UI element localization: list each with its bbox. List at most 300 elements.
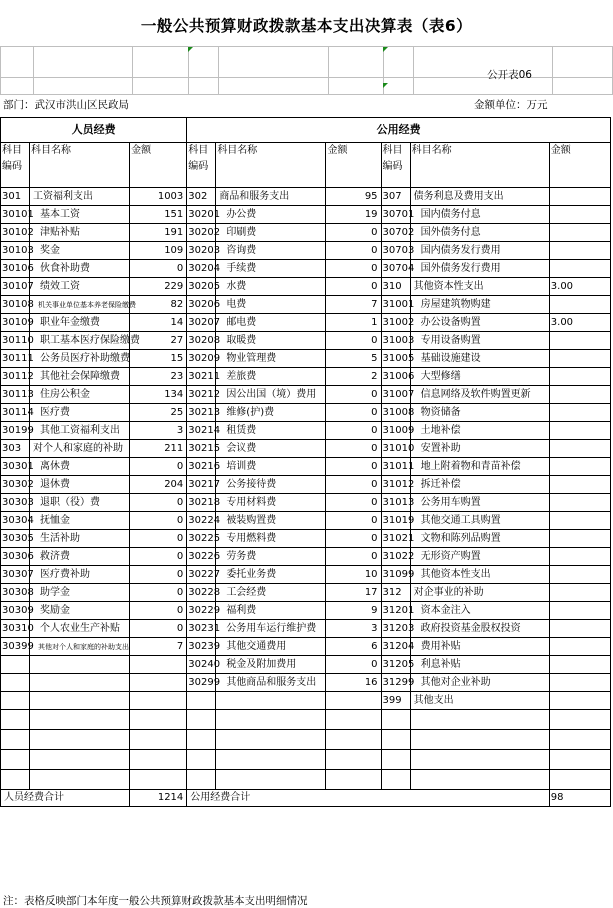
code-cell: 30240 — [187, 656, 216, 674]
name-cell: 其他对个人和家庭的补助支出 — [30, 638, 130, 656]
name-cell: 文物和陈列品购置 — [410, 530, 549, 548]
table-row — [1, 206, 611, 224]
amount-cell — [549, 368, 610, 386]
name-cell: 专用设备购置 — [410, 332, 549, 350]
table-row — [1, 296, 611, 314]
name-cell: 租赁费 — [216, 422, 326, 440]
code-cell: 31002 — [381, 314, 410, 332]
code-cell: 30225 — [187, 530, 216, 548]
amount-cell: 0 — [326, 224, 381, 242]
page-title: 一般公共预算财政拨款基本支出决算表（表6） — [140, 17, 473, 35]
name-cell: 无形资产购置 — [410, 548, 549, 566]
amount-cell: 204 — [130, 476, 187, 494]
code-cell: 30228 — [187, 584, 216, 602]
amount-cell — [549, 548, 610, 566]
table-row — [1, 458, 611, 476]
amount-cell: 0 — [130, 494, 187, 512]
name-cell: 因公出国（境）费用 — [216, 386, 326, 404]
name-cell: 信息网络及软件购置更新 — [410, 386, 549, 404]
code-cell: 30113 — [1, 386, 30, 404]
header-name: 科目名称 — [30, 143, 130, 188]
code-cell: 30205 — [187, 278, 216, 296]
name-cell: 资本金注入 — [410, 602, 549, 620]
table-row — [1, 242, 611, 260]
code-cell: 30107 — [1, 278, 30, 296]
amount-cell: 0 — [130, 566, 187, 584]
name-cell: 电费 — [216, 296, 326, 314]
amount-cell — [549, 656, 610, 674]
code-cell: 30301 — [1, 458, 30, 476]
code-cell: 30202 — [187, 224, 216, 242]
code-cell: 30212 — [187, 386, 216, 404]
amount-cell: 82 — [130, 296, 187, 314]
name-cell: 基础设施建设 — [410, 350, 549, 368]
code-cell — [1, 656, 30, 674]
table-row — [1, 224, 611, 242]
name-cell: 劳务费 — [216, 548, 326, 566]
name-cell: 福利费 — [216, 602, 326, 620]
amount-cell — [549, 242, 610, 260]
name-cell — [30, 674, 130, 692]
amount-cell: 0 — [130, 260, 187, 278]
code-cell: 30109 — [1, 314, 30, 332]
amount-cell — [549, 422, 610, 440]
amount-cell: 0 — [326, 458, 381, 476]
name-cell: 被装购置费 — [216, 512, 326, 530]
header-amount: 金额 — [549, 143, 610, 188]
amount-cell — [130, 656, 187, 674]
amount-cell: 0 — [326, 548, 381, 566]
name-cell: 国内债务付息 — [410, 206, 549, 224]
amount-cell: 0 — [326, 332, 381, 350]
code-cell: 30231 — [187, 620, 216, 638]
name-cell: 会议费 — [216, 440, 326, 458]
code-cell: 307 — [381, 188, 410, 206]
code-cell: 30226 — [187, 548, 216, 566]
amount-cell: 23 — [130, 368, 187, 386]
amount-cell — [549, 224, 610, 242]
table-row — [1, 188, 611, 206]
code-cell — [1, 692, 30, 710]
code-cell: 30204 — [187, 260, 216, 278]
expenditure-table — [0, 117, 611, 807]
name-cell: 水费 — [216, 278, 326, 296]
code-cell: 31012 — [381, 476, 410, 494]
amount-cell: 1003 — [130, 188, 187, 206]
name-cell: 伙食补助费 — [30, 260, 130, 278]
amount-cell: 191 — [130, 224, 187, 242]
name-cell: 政府投资基金股权投资 — [410, 620, 549, 638]
code-cell: 303 — [1, 440, 30, 458]
code-cell: 30218 — [187, 494, 216, 512]
amount-cell: 109 — [130, 242, 187, 260]
code-cell: 30310 — [1, 620, 30, 638]
header-amount: 金额 — [130, 143, 187, 188]
name-cell: 维修(护)费 — [216, 404, 326, 422]
amount-cell — [549, 620, 610, 638]
blank-row — [1, 770, 611, 790]
code-cell: 31204 — [381, 638, 410, 656]
name-cell: 印刷费 — [216, 224, 326, 242]
name-cell: 债务利息及费用支出 — [410, 188, 549, 206]
code-cell: 30239 — [187, 638, 216, 656]
table-row — [1, 260, 611, 278]
name-cell: 商品和服务支出 — [216, 188, 326, 206]
amount-cell: 0 — [130, 620, 187, 638]
code-cell: 30305 — [1, 530, 30, 548]
name-cell: 拆迁补偿 — [410, 476, 549, 494]
name-cell: 办公费 — [216, 206, 326, 224]
code-cell: 30114 — [1, 404, 30, 422]
blank-row — [1, 710, 611, 730]
name-cell: 其他支出 — [410, 692, 549, 710]
amount-cell — [549, 692, 610, 710]
name-cell: 其他资本性支出 — [410, 566, 549, 584]
code-cell: 30206 — [187, 296, 216, 314]
name-cell: 医疗费 — [30, 404, 130, 422]
amount-cell: 3.00 — [549, 314, 610, 332]
code-cell: 31006 — [381, 368, 410, 386]
amount-cell — [549, 332, 610, 350]
code-cell: 301 — [1, 188, 30, 206]
code-cell: 30224 — [187, 512, 216, 530]
amount-cell — [549, 512, 610, 530]
amount-cell: 27 — [130, 332, 187, 350]
amount-cell: 151 — [130, 206, 187, 224]
amount-cell: 0 — [130, 584, 187, 602]
name-cell: 公务员医疗补助缴费 — [30, 350, 130, 368]
name-cell: 抚恤金 — [30, 512, 130, 530]
code-cell: 30209 — [187, 350, 216, 368]
code-cell: 30216 — [187, 458, 216, 476]
code-cell: 30704 — [381, 260, 410, 278]
amount-cell — [549, 206, 610, 224]
amount-cell — [549, 350, 610, 368]
table-row — [1, 476, 611, 494]
code-cell: 30103 — [1, 242, 30, 260]
header-name: 科目名称 — [410, 143, 549, 188]
name-cell: 公务用车运行维护费 — [216, 620, 326, 638]
code-cell: 31013 — [381, 494, 410, 512]
amount-cell: 0 — [326, 242, 381, 260]
name-cell: 手续费 — [216, 260, 326, 278]
name-cell: 医疗费补助 — [30, 566, 130, 584]
code-cell: 30101 — [1, 206, 30, 224]
code-cell: 30108 — [1, 296, 30, 314]
name-cell: 办公设备购置 — [410, 314, 549, 332]
name-cell: 奖励金 — [30, 602, 130, 620]
header-name: 科目名称 — [216, 143, 326, 188]
code-cell — [1, 674, 30, 692]
code-cell: 399 — [381, 692, 410, 710]
name-cell: 对企事业的补助 — [410, 584, 549, 602]
blank-row — [1, 730, 611, 750]
name-cell: 专用材料费 — [216, 494, 326, 512]
name-cell: 安置补助 — [410, 440, 549, 458]
name-cell: 对个人和家庭的补助 — [30, 440, 130, 458]
code-cell: 30102 — [1, 224, 30, 242]
amount-cell: 95 — [326, 188, 381, 206]
code-cell: 30701 — [381, 206, 410, 224]
amount-cell: 0 — [326, 512, 381, 530]
code-cell: 30308 — [1, 584, 30, 602]
code-cell: 30306 — [1, 548, 30, 566]
amount-cell — [549, 440, 610, 458]
code-cell: 30112 — [1, 368, 30, 386]
name-cell: 离休费 — [30, 458, 130, 476]
name-cell: 生活补助 — [30, 530, 130, 548]
name-cell — [30, 692, 130, 710]
name-cell: 利息补贴 — [410, 656, 549, 674]
header-code: 科目编码 — [381, 143, 410, 188]
amount-cell: 0 — [326, 440, 381, 458]
amount-cell: 7 — [326, 296, 381, 314]
amount-cell: 25 — [130, 404, 187, 422]
amount-cell — [326, 692, 381, 710]
name-cell: 基本工资 — [30, 206, 130, 224]
code-cell: 30207 — [187, 314, 216, 332]
table-row — [1, 692, 611, 710]
name-cell: 委托业务费 — [216, 566, 326, 584]
amount-cell: 1 — [326, 314, 381, 332]
name-cell: 奖金 — [30, 242, 130, 260]
code-cell: 31010 — [381, 440, 410, 458]
amount-cell: 0 — [326, 386, 381, 404]
name-cell: 大型修缮 — [410, 368, 549, 386]
table-code: 公开表06 — [487, 69, 532, 81]
name-cell: 工资福利支出 — [30, 188, 130, 206]
name-cell: 津贴补贴 — [30, 224, 130, 242]
code-cell: 30307 — [1, 566, 30, 584]
name-cell: 国外债务付息 — [410, 224, 549, 242]
amount-cell: 9 — [326, 602, 381, 620]
code-cell: 30299 — [187, 674, 216, 692]
table-row — [1, 332, 611, 350]
code-cell: 30215 — [187, 440, 216, 458]
public-total-label: 公用经费合计 — [187, 790, 550, 807]
amount-cell: 134 — [130, 386, 187, 404]
name-cell: 助学金 — [30, 584, 130, 602]
amount-cell: 14 — [130, 314, 187, 332]
table-row — [1, 422, 611, 440]
name-cell: 税金及附加费用 — [216, 656, 326, 674]
amount-cell: 0 — [130, 512, 187, 530]
name-cell: 其他对企业补助 — [410, 674, 549, 692]
table-row — [1, 530, 611, 548]
cell-marker-icon — [383, 83, 388, 88]
code-cell: 31003 — [381, 332, 410, 350]
name-cell: 其他交通费用 — [216, 638, 326, 656]
code-cell: 30110 — [1, 332, 30, 350]
name-cell: 专用燃料费 — [216, 530, 326, 548]
amount-cell: 211 — [130, 440, 187, 458]
code-cell: 31009 — [381, 422, 410, 440]
code-cell: 31008 — [381, 404, 410, 422]
name-cell — [30, 656, 130, 674]
amount-cell: 0 — [326, 278, 381, 296]
section-personnel: 人员经费 — [1, 118, 187, 143]
code-cell: 30303 — [1, 494, 30, 512]
name-cell: 个人农业生产补贴 — [30, 620, 130, 638]
code-cell: 30213 — [187, 404, 216, 422]
code-cell: 30229 — [187, 602, 216, 620]
amount-cell: 16 — [326, 674, 381, 692]
amount-cell — [549, 584, 610, 602]
amount-cell: 0 — [326, 476, 381, 494]
table-row — [1, 674, 611, 692]
name-cell: 其他资本性支出 — [410, 278, 549, 296]
public-total-amount: 98 — [549, 790, 610, 807]
personnel-total-label: 人员经费合计 — [1, 790, 130, 807]
amount-cell: 3 — [326, 620, 381, 638]
code-cell: 31007 — [381, 386, 410, 404]
section-public: 公用经费 — [187, 118, 611, 143]
code-cell: 31203 — [381, 620, 410, 638]
name-cell: 职业年金缴费 — [30, 314, 130, 332]
amount-cell: 3 — [130, 422, 187, 440]
amount-cell — [549, 674, 610, 692]
amount-cell: 6 — [326, 638, 381, 656]
name-cell: 职工基本医疗保险缴费 — [30, 332, 130, 350]
unit-label: 金额单位：万元 — [474, 99, 548, 111]
name-cell: 退休费 — [30, 476, 130, 494]
amount-cell: 0 — [130, 548, 187, 566]
personnel-total-amount: 1214 — [130, 790, 187, 807]
department-label: 部门：武汉市洪山区民政局 — [3, 99, 129, 111]
amount-cell: 0 — [130, 602, 187, 620]
name-cell: 咨询费 — [216, 242, 326, 260]
name-cell: 退职（役）费 — [30, 494, 130, 512]
amount-cell: 7 — [130, 638, 187, 656]
name-cell: 住房公积金 — [30, 386, 130, 404]
code-cell: 30309 — [1, 602, 30, 620]
name-cell: 工会经费 — [216, 584, 326, 602]
table-row — [1, 494, 611, 512]
code-cell: 30203 — [187, 242, 216, 260]
amount-cell: 229 — [130, 278, 187, 296]
table-row — [1, 638, 611, 656]
code-cell: 310 — [381, 278, 410, 296]
code-cell: 30703 — [381, 242, 410, 260]
name-cell: 公务接待费 — [216, 476, 326, 494]
name-cell: 培训费 — [216, 458, 326, 476]
code-cell: 302 — [187, 188, 216, 206]
name-cell: 机关事业单位基本养老保险缴费 — [30, 296, 130, 314]
code-cell: 30211 — [187, 368, 216, 386]
code-cell: 31021 — [381, 530, 410, 548]
code-cell: 30201 — [187, 206, 216, 224]
amount-cell — [130, 674, 187, 692]
amount-cell — [549, 476, 610, 494]
amount-cell — [549, 386, 610, 404]
header-code: 科目编码 — [187, 143, 216, 188]
amount-cell — [549, 296, 610, 314]
name-cell: 其他交通工具购置 — [410, 512, 549, 530]
amount-cell: 0 — [326, 494, 381, 512]
table-row — [1, 548, 611, 566]
table-row — [1, 656, 611, 674]
amount-cell — [549, 530, 610, 548]
code-cell: 31299 — [381, 674, 410, 692]
name-cell: 绩效工资 — [30, 278, 130, 296]
name-cell: 其他工资福利支出 — [30, 422, 130, 440]
name-cell: 其他社会保障缴费 — [30, 368, 130, 386]
table-row — [1, 314, 611, 332]
code-cell: 30702 — [381, 224, 410, 242]
table-row — [1, 368, 611, 386]
totals-row — [1, 790, 611, 807]
code-cell: 31201 — [381, 602, 410, 620]
footnote: 注：表格反映部门本年度一般公共预算财政拨款基本支出明细情况 — [3, 895, 308, 907]
table-row — [1, 440, 611, 458]
name-cell: 房屋建筑物购建 — [410, 296, 549, 314]
code-cell: 30199 — [1, 422, 30, 440]
amount-cell — [549, 602, 610, 620]
amount-cell — [549, 638, 610, 656]
table-row — [1, 512, 611, 530]
code-cell: 30106 — [1, 260, 30, 278]
table-row — [1, 584, 611, 602]
blank-row — [1, 750, 611, 770]
amount-cell: 5 — [326, 350, 381, 368]
amount-cell: 0 — [326, 530, 381, 548]
cell-marker-icon — [383, 47, 388, 52]
amount-cell: 0 — [326, 260, 381, 278]
code-cell: 31001 — [381, 296, 410, 314]
code-cell: 31022 — [381, 548, 410, 566]
header-code: 科目编码 — [1, 143, 30, 188]
name-cell: 其他商品和服务支出 — [216, 674, 326, 692]
amount-cell: 15 — [130, 350, 187, 368]
code-cell: 30214 — [187, 422, 216, 440]
amount-cell — [130, 692, 187, 710]
table-row — [1, 620, 611, 638]
table-row — [1, 386, 611, 404]
amount-cell — [549, 458, 610, 476]
name-cell: 国内债务发行费用 — [410, 242, 549, 260]
amount-cell: 17 — [326, 584, 381, 602]
table-row — [1, 350, 611, 368]
code-cell: 31011 — [381, 458, 410, 476]
code-cell — [187, 692, 216, 710]
amount-cell: 3.00 — [549, 278, 610, 296]
amount-cell: 2 — [326, 368, 381, 386]
amount-cell: 0 — [326, 404, 381, 422]
name-cell: 地上附着物和青苗补偿 — [410, 458, 549, 476]
code-cell: 30227 — [187, 566, 216, 584]
name-cell: 救济费 — [30, 548, 130, 566]
code-cell: 30302 — [1, 476, 30, 494]
code-cell: 31205 — [381, 656, 410, 674]
code-cell: 30217 — [187, 476, 216, 494]
code-cell: 31019 — [381, 512, 410, 530]
amount-cell: 0 — [130, 458, 187, 476]
amount-cell: 0 — [326, 656, 381, 674]
table-row — [1, 278, 611, 296]
code-cell: 30304 — [1, 512, 30, 530]
amount-cell — [549, 188, 610, 206]
amount-cell: 19 — [326, 206, 381, 224]
code-cell: 30208 — [187, 332, 216, 350]
name-cell: 物资储备 — [410, 404, 549, 422]
table-row — [1, 404, 611, 422]
amount-cell: 0 — [130, 530, 187, 548]
name-cell: 公务用车购置 — [410, 494, 549, 512]
name-cell: 差旅费 — [216, 368, 326, 386]
header-amount: 金额 — [326, 143, 381, 188]
amount-cell: 10 — [326, 566, 381, 584]
name-cell: 取暖费 — [216, 332, 326, 350]
